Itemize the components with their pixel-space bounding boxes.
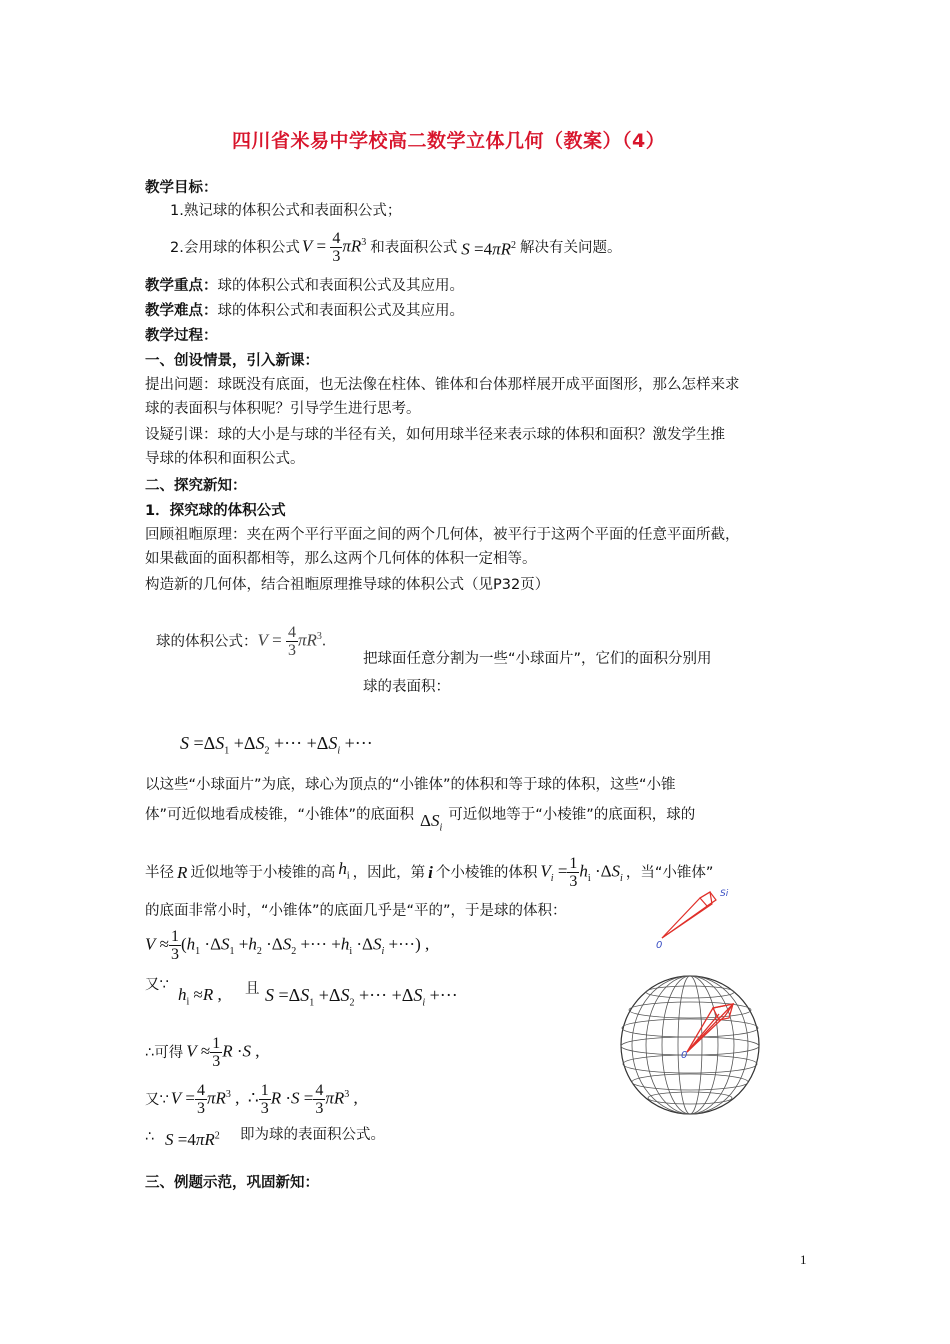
therefore-get-line xyxy=(145,1035,260,1070)
pyramid-volume: $V_i$ = $\frac{1}{3}$ $h_i \cdot\Delta S_i$ xyxy=(540,855,623,890)
label-o1: 0 xyxy=(656,940,663,950)
and-text: 且 xyxy=(245,981,260,997)
surface-sum-formula: $S =\Delta S_1 +\Delta S_2$ +··· $+\Delta S_i$ +··· xyxy=(180,733,373,757)
objective-2 xyxy=(170,230,621,265)
objective-2-mid: 和表面积公式 xyxy=(370,239,458,256)
section2-line2: 如果截面的面积都相等，那么这两个几何体的体积一定相等。 xyxy=(145,551,537,567)
sym-hi: $h_i$ xyxy=(338,858,350,882)
sym-R: R xyxy=(177,862,188,882)
para2-c: ，因此，第 xyxy=(352,864,426,881)
key-point xyxy=(145,275,464,297)
small-pyramid-figure xyxy=(650,880,750,950)
section1-line1: 提出问题：球既没有底面，也无法像在柱体、锥体和台体那样展开成平面图形，那么怎样来求 xyxy=(145,377,740,393)
objectives-heading: 教学目标： xyxy=(145,180,218,196)
difficulty xyxy=(145,300,464,322)
pyramid-edge-2 xyxy=(662,906,707,938)
section2-line3: 构造新的几何体，结合祖暅原理推导球的体积公式（见P32页） xyxy=(145,577,550,593)
para1-line2 xyxy=(145,800,696,834)
para2-line xyxy=(145,855,713,890)
section2-sub1: 1．探究球的体积公式 xyxy=(145,503,286,519)
also-line-1 xyxy=(145,974,169,996)
also1-text: 又∵ xyxy=(145,977,169,993)
volume-formula-inline: V = $\frac{4}{3}$ $\pi R^3$ xyxy=(301,230,367,265)
objective-1: 1.熟记球的体积公式和表面积公式； xyxy=(170,203,402,219)
delta-si: $\Delta S_i$ xyxy=(420,811,443,834)
hi-approx-R: $h_i \approx R$ , xyxy=(178,985,222,1008)
section1-line2: 球的表面积与体积呢？引导学生进行思考。 xyxy=(145,401,421,417)
surface-note: 即为球的表面积公式。 xyxy=(240,1127,385,1143)
para2-a: 半径 xyxy=(145,864,174,881)
objective-2-prefix: 2.会用球的体积公式 xyxy=(170,239,300,256)
volume-sum-formula: V ≈ $\frac{1}{3}$ ($h_1 \cdot\Delta S_1 +h_2 \cdot\Delta S_2$ +··· $+h_i \cdot\Delta S_i$ +···) , xyxy=(145,928,430,963)
volume-RS: V ≈ $\frac{1}{3}$ R ·S , xyxy=(186,1035,260,1070)
para2-d: 个小棱锥的体积 xyxy=(435,864,538,881)
also-line-2 xyxy=(145,1082,358,1117)
surface-area-formula: $S =4\pi R^2$ xyxy=(165,1130,220,1149)
globe-outline xyxy=(621,976,759,1114)
section3-heading: 三、例题示范，巩固新知： xyxy=(145,1175,319,1191)
page-title: 四川省米易中学校高二数学立体几何（教案）（4） xyxy=(232,130,666,152)
para1-text-b: 可近似地等于“小棱锥”的底面积，球的 xyxy=(448,806,696,823)
key-point-label: 教学重点： xyxy=(145,278,218,294)
sym-i: i xyxy=(428,862,433,882)
process-heading: 教学过程： xyxy=(145,328,218,344)
objective-2-suffix: 解决有关问题。 xyxy=(519,239,622,256)
para2-e: ，当“小锥体” xyxy=(625,864,714,881)
pyramid-base xyxy=(700,892,716,906)
therefore-symbol: ∴ xyxy=(145,1129,155,1145)
surface-sum-formula-2: $S =\Delta S_1 +\Delta S_2$ +··· $+\Delta S_i$ +··· xyxy=(265,985,458,1009)
section1-line3: 设疑引课：球的大小是与球的半径有关，如何用球半径来表示球的体积和面积？激发学生推 xyxy=(145,427,725,443)
difficulty-label: 教学难点： xyxy=(145,303,218,319)
label-si: Si xyxy=(720,889,729,899)
surface-formula-inline: $S =4\pi R^2$ xyxy=(461,239,516,259)
para2-b: 近似地等于小棱锥的高 xyxy=(190,864,336,881)
para3-line: 的底面非常小时，“小锥体”的底面几乎是“平的”，于是球的体积： xyxy=(145,903,567,919)
pyramid-outline xyxy=(662,892,712,938)
page-number: 1 xyxy=(800,1252,807,1267)
also2-text: 又∵ xyxy=(145,1091,169,1108)
partial-line-2: 球的表面积： xyxy=(363,679,450,695)
section2-heading: 二、探究新知： xyxy=(145,478,247,494)
volume-formula: V = $\frac{4}{3}$ $\pi R^3$. xyxy=(257,624,327,659)
volume-formula-line xyxy=(156,624,326,659)
key-point-text: 球的体积公式和表面积公式及其应用。 xyxy=(217,278,464,294)
partial-line-1: 把球面任意分割为一些“小球面片”，它们的面积分别用 xyxy=(363,651,712,667)
label-o2: 0 xyxy=(681,1050,688,1061)
globe-figure xyxy=(615,970,765,1120)
volume-label: 球的体积公式： xyxy=(156,633,258,650)
difficulty-text: 球的体积公式和表面积公式及其应用。 xyxy=(217,303,464,319)
therefore-get-text: ∴可得 xyxy=(145,1044,184,1061)
para1-text-a: 体”可近似地看成棱锥，“小锥体”的底面积 xyxy=(145,806,415,823)
derivation-equation: V = $\frac{4}{3}$ $\pi R^3$ , ∴ $\frac{1}{3}$ R ·S = $\frac{4}{3}$ $\pi R^3$ , xyxy=(170,1082,358,1117)
para1-line1: 以这些“小球面片”为底，球心为顶点的“小锥体”的体积和等于球的体积，这些“小锥 xyxy=(145,777,676,793)
section2-line1: 回顾祖暅原理：夹在两个平行平面之间的两个几何体，被平行于这两个平面的任意平面所截， xyxy=(145,527,740,543)
section1-heading: 一、创设情景，引入新课： xyxy=(145,353,319,369)
section1-line4: 导球的体积和面积公式。 xyxy=(145,451,305,467)
